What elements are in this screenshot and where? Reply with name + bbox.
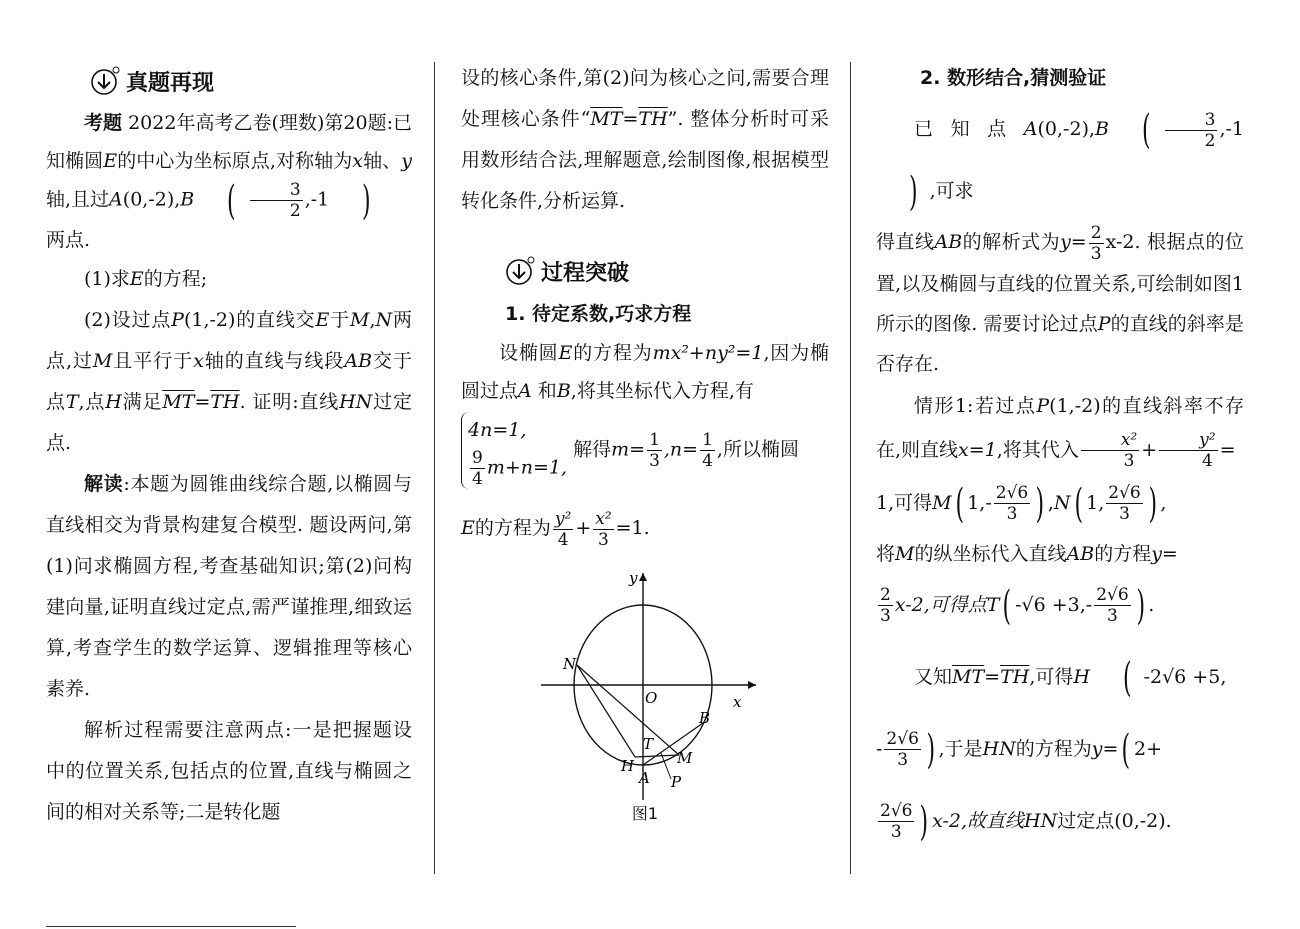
column-divider-left [434, 62, 435, 874]
down-arrow-circle-icon [505, 256, 535, 286]
fraction: $\frac{3}{2}$ [250, 180, 303, 221]
figure-caption: 图1 [631, 804, 659, 823]
subheading-2: 2. 数形结合,猜测验证 [920, 67, 1107, 89]
ellipse-equation: E的方程为 $\frac{\text{y²}}{4}$ + $\frac{\text{x²}}{3}$ =1. [461, 508, 650, 550]
case-1-substitute: 将M的纵坐标代入直线AB的方程y= [876, 542, 1178, 565]
label-x: x [733, 693, 742, 711]
x-axis-arrow [748, 681, 756, 689]
line-MP [661, 753, 671, 779]
ellipse-diagram [531, 565, 771, 805]
footnote-rule [46, 926, 296, 927]
ellipse-figure [531, 565, 771, 805]
section-heading-real-exam [90, 58, 412, 104]
label-T: T [643, 735, 654, 753]
method-paragraph: 设椭圆E的方程为mx²+ny²=1,因为椭圆过点A 和B,将其坐标代入方程,有 [461, 342, 829, 402]
case-1-points: 1,可得M( 1,- $\frac{2√6}{3}$ ) ,N( 1, $\frac{2√6}{3}$ ) , [876, 480, 1167, 527]
section-title: 过程突破 [541, 260, 630, 286]
equation-system: 4n=1, $\frac{9}{4}$ m+n=1, 解得m= $\frac{1}{3}$ ,n= $\frac{1}{4}$ ,所以椭圆 [461, 412, 829, 489]
analysis-continued: 设的核心条件,第(2)问为核心之问,需要合理处理核心条件“$\overline{MT}=\overline{TH}$”. 整体分析时可采用数形结合法,理解题意,绘制图像,根据模型转化条件,分析运算. [461, 67, 830, 212]
column-1 [46, 58, 412, 833]
column-2 [461, 58, 829, 824]
case-1-point-T: $\frac{2}{3}$ x-2,可得点T( -√6 +3,- $\frac{2√6}{3}$ ) . [880, 582, 1155, 629]
section-heading-process [505, 248, 829, 294]
label-B: B [699, 709, 711, 727]
subheading-1: 1. 待定系数,巧求方程 [505, 303, 692, 325]
label-N: N [563, 655, 577, 673]
question-1: (1)求E的方程; [84, 268, 208, 290]
label-y: y [629, 569, 638, 587]
label-P: P [671, 773, 682, 791]
label-A: A [639, 769, 650, 787]
question-2: (2)设过点P(1,-2)的直线交E于M,N两点,过M且平行于x轴的直线与线段AB交于点T,点H满足$\overline{MT}=\overline{TH}$. 证明:直线HN过定点. [46, 309, 412, 454]
column-divider-right [850, 62, 851, 874]
section-title: 真题再现 [126, 70, 215, 96]
problem-statement: 考题 2022年高考乙卷(理数)第20题:已知椭圆E的中心为坐标原点,对称轴为x轴、y轴,且过A(0,-2),B ( $\frac{3}{2}$ ,-1 ) 两点. [46, 112, 412, 251]
case-1-HN-equation: - $\frac{2√6}{3}$ ) ,于是HN的方程为y=( 2+ [876, 726, 1163, 773]
line-NM [577, 665, 679, 755]
analysis-paragraph: 解析过程需要注意两点:一是把握题设中的位置关系,包括点的位置,直线与椭圆之间的相对关系等;二是转化题 [46, 719, 412, 823]
case-1-conclusion: $\frac{2√6}{3}$ ) x-2,故直线HN过定点(0,-2). [880, 798, 1172, 845]
line-AB-equation: 得直线AB的解析式为y= $\frac{2}{3}$ x-2. 根据点的位置,以及椭圆与直线的位置关系,可绘制如图1所示的图像. 需要讨论过点P的直线的斜率是否存在. [876, 222, 1244, 375]
label-H: H [621, 757, 635, 775]
interpretation: 解读:本题为圆锥曲线综合题,以椭圆与直线相交为背景构建复合模型. 题设两问,第(1)问求椭圆方程,考查基础知识;第(2)问构建向量,证明直线过定点,需严谨推理,细致运算,考查学生的数学运算、逻辑推理等核心素养. [46, 473, 412, 700]
y-axis-arrow [639, 573, 647, 581]
line-NH [577, 665, 635, 757]
column-3 [876, 58, 1244, 852]
case-1-point-H: 又知$\overline{MT}=\overline{TH}$,可得H ( -2√6 +5, [914, 654, 1227, 701]
given-points: 已知点A(0,-2),B ( $\frac{3}{2}$ ,-1) ,可求 [908, 107, 1244, 215]
label-O: O [645, 689, 658, 707]
label-M: M [677, 749, 693, 767]
down-arrow-circle-icon [90, 66, 120, 96]
case-1: 情形1:若过点P(1,-2)的直线斜率不存在,则直线x=1,将其代入 $\frac{\text{x²}}{3}$ + $\frac{\text{y²}}{4}$ = [876, 394, 1244, 471]
